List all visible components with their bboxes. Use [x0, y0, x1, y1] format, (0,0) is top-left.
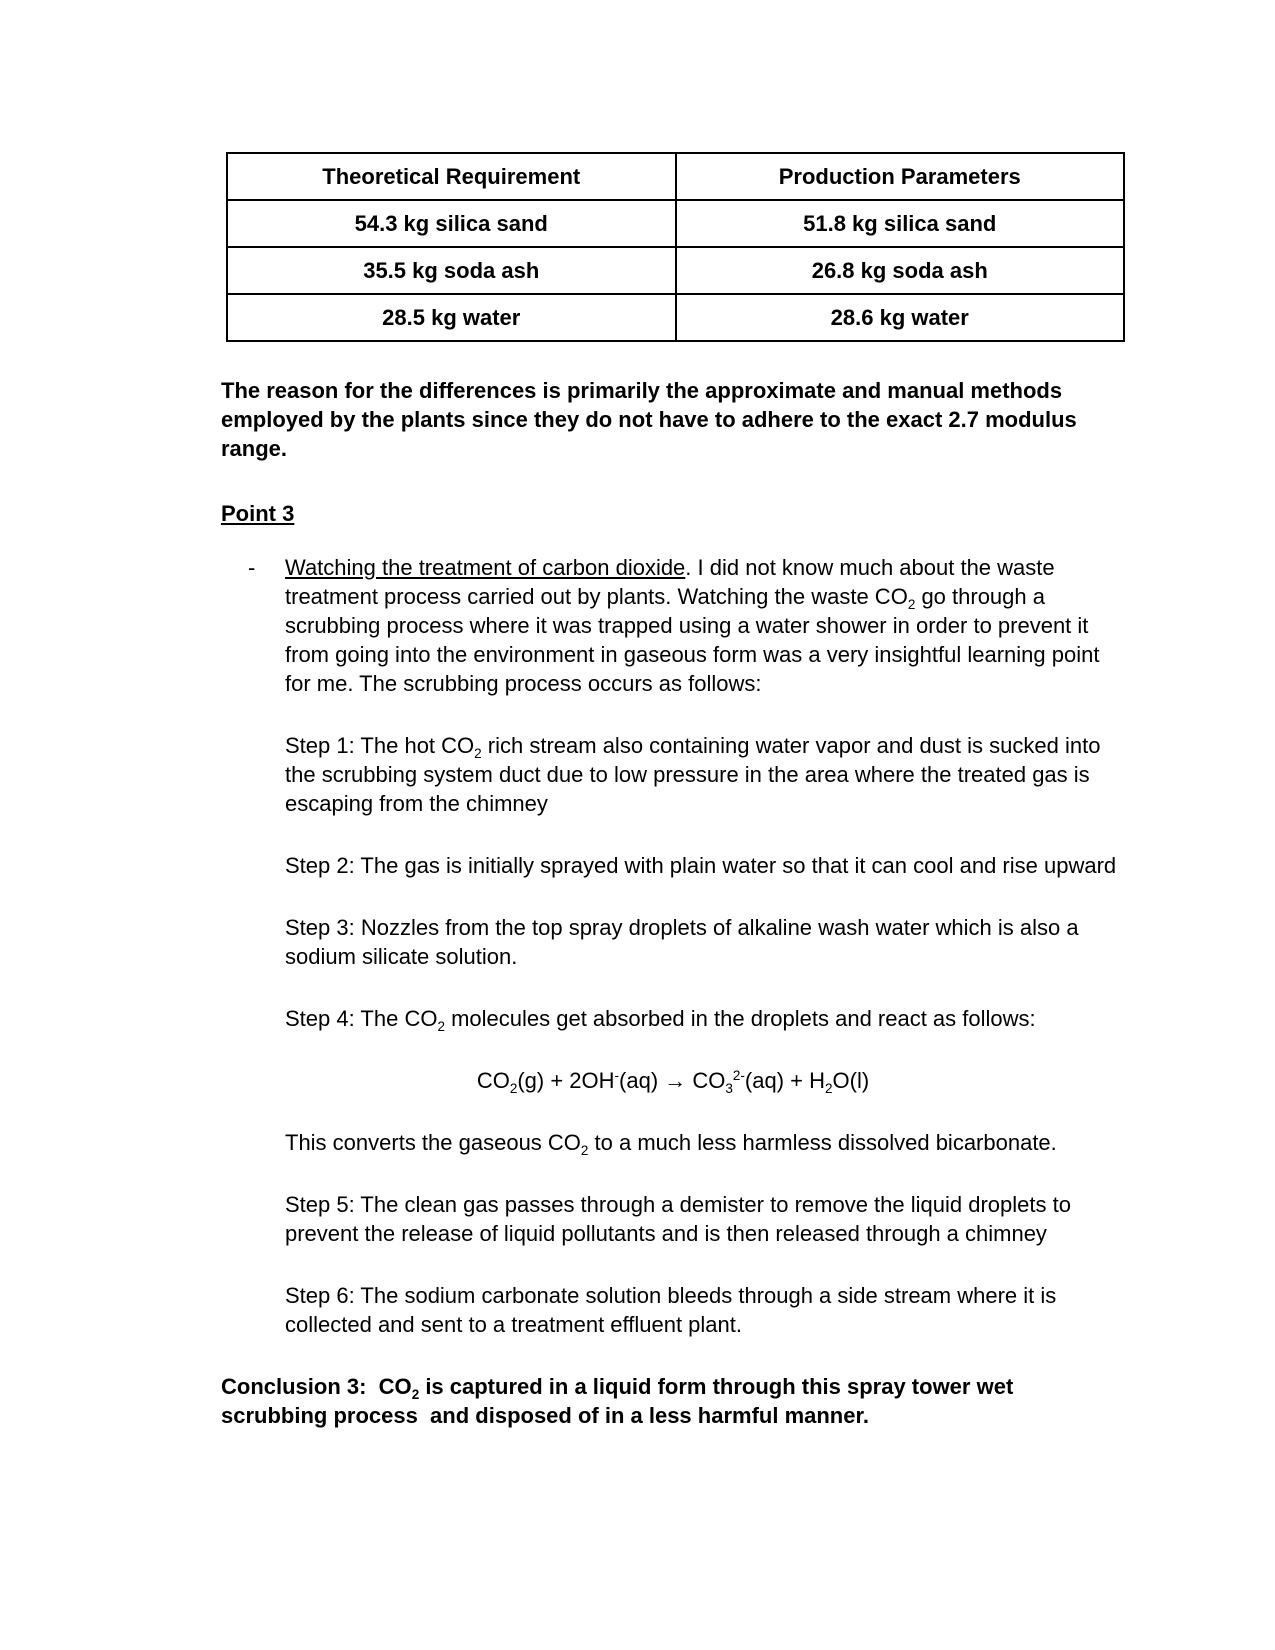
step-4-paragraph: Step 4: The $CO_2$ molecules get absorbed in the droplets and react as follows: — [285, 1006, 1036, 1034]
reason-paragraph: The reason for the differences is primarily the approximate and manual methods employed by the plants since they do not have to adhere to the exact 2.7 modulus range. — [221, 378, 1083, 461]
table-cell: 26.8 kg soda ash — [676, 247, 1125, 294]
requirements-table — [226, 152, 1125, 342]
table-cell: 54.3 kg silica sand — [227, 200, 676, 247]
bullet-text: Watching the treatment of carbon dioxide. I did not know much about the waste treatment process carried out by plants. Watching the waste $CO_2$ go through a scrubbing process where it was trapped using a water shower in order to prevent it from going into the environment in gaseous form was a very insightful learning point for me. The scrubbing process occurs as follows: — [285, 555, 1106, 696]
step-5-paragraph: Step 5: The clean gas passes through a demister to remove the liquid droplets to prevent the release of liquid pollutants and is then released through a chimney — [285, 1192, 1078, 1246]
bullet-dash: - — [248, 555, 256, 580]
step-2-paragraph: Step 2: The gas is initially sprayed with plain water so that it can cool and rise upward — [285, 853, 1117, 878]
table-cell: 51.8 kg silica sand — [676, 200, 1125, 247]
table-header-theoretical: Theoretical Requirement — [227, 153, 676, 200]
table-row — [227, 294, 1124, 341]
table-header-production: Production Parameters — [676, 153, 1125, 200]
conclusion-paragraph: Conclusion 3: $CO_2$ is captured in a liquid form through this spray tower wet scrubbing process and disposed of in a less harmful manner. — [221, 1374, 1020, 1428]
document-content — [221, 152, 1125, 1430]
table-row — [227, 200, 1124, 247]
conversion-note: This converts the gaseous $CO_2$ to a much less harmless dissolved bicarbonate. — [285, 1130, 1057, 1158]
bullet-item — [221, 553, 1125, 698]
table-cell: 28.5 kg water — [227, 294, 676, 341]
chemical-equation: $CO_2(g) + 2OH^-(aq) \to CO_3^{2-}(aq) + H_2O(l)$ — [476, 1068, 870, 1096]
step-6-paragraph: Step 6: The sodium carbonate solution bleeds through a side stream where it is collected and sent to a treatment effluent plant. — [285, 1283, 1063, 1337]
point-3-heading: Point 3 — [221, 501, 295, 526]
step-1-paragraph: Step 1: The hot $CO_2$ rich stream also containing water vapor and dust is sucked into the scrubbing system duct due to low pressure in the area where the treated gas is escaping from the chimney — [285, 733, 1107, 816]
table-header-row — [227, 153, 1124, 200]
table-cell: 35.5 kg soda ash — [227, 247, 676, 294]
step-3-paragraph: Step 3: Nozzles from the top spray droplets of alkaline wash water which is also a sodium silicate solution. — [285, 915, 1085, 969]
table-row — [227, 247, 1124, 294]
table-cell: 28.6 kg water — [676, 294, 1125, 341]
